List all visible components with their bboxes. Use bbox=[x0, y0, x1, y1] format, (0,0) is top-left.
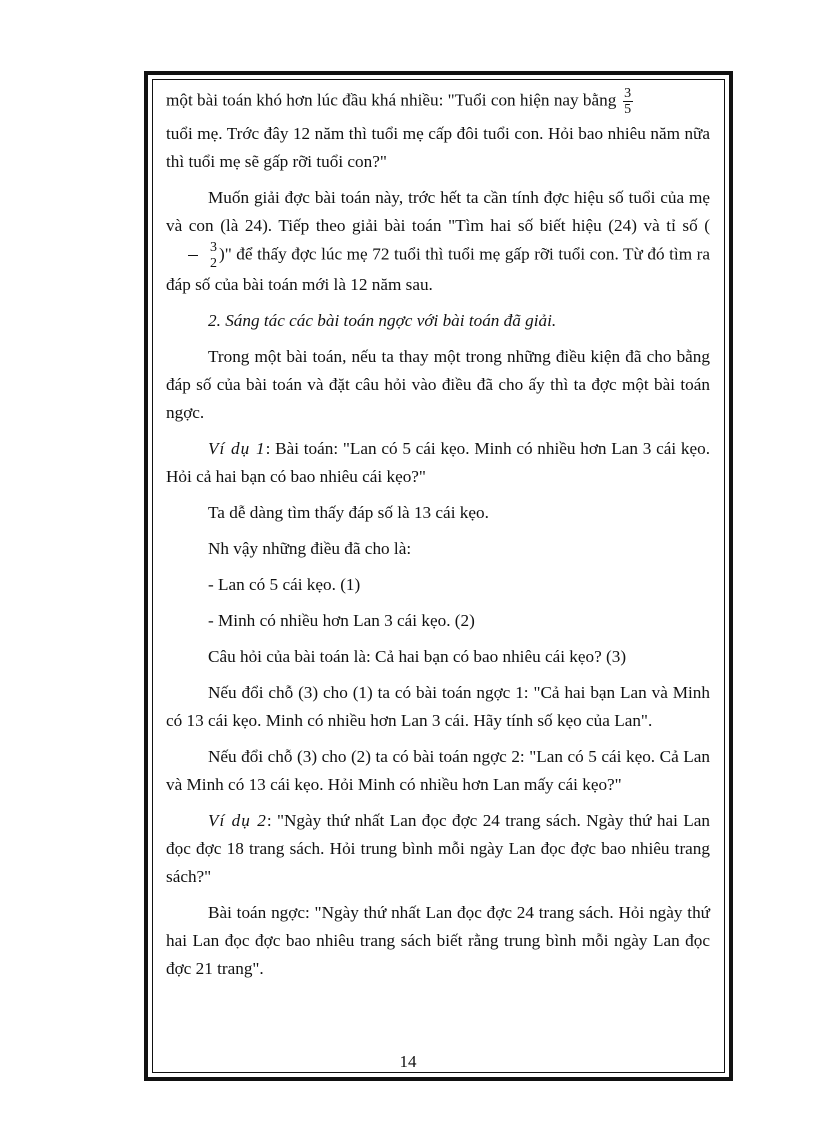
paragraph-2: Muốn giải đợc bài toán này, trớc hết ta cần tính đợc hiệu số tuổi của mẹ và con (là 24). Tiếp theo giải bài toán "Tìm hai số biết hiệu (24) và tỉ số ( $\frac{3}{2}$ )" để thấy đợc lúc mẹ 72 tuổi thì tuổi mẹ gấp rỡi tuổi con. Từ đó tìm ra đáp số của bài toán mới là 12 năm sau. bbox=[166, 188, 710, 294]
list-item-2: - Minh có nhiều hơn Lan 3 cái kẹo. (2) bbox=[208, 611, 475, 630]
text: một bài toán khó hơn lúc đầu khá nhiều: "Tuổi con hiện nay bằng bbox=[166, 90, 617, 110]
paragraph-5: Ta dễ dàng tìm thấy đáp số là 13 cái kẹo. bbox=[208, 503, 489, 522]
paragraph-13: Bài toán ngợc: "Ngày thứ nhất Lan đọc đợc 24 trang sách. Hỏi ngày thứ hai Lan đọc đợc bao nhiêu trang sách biết rằng trung bình mỗi ngày Lan đọc đợc 21 trang". bbox=[166, 903, 710, 978]
fraction-3-2: $\frac{3}{2}$ bbox=[168, 240, 217, 271]
list-item-1: - Lan có 5 cái kẹo. (1) bbox=[208, 575, 361, 594]
paragraph-6: Nh vậy những điều đã cho là: bbox=[208, 539, 412, 558]
paragraph-10: Nếu đổi chỗ (3) cho (1) ta có bài toán ngợc 1: "Cả hai bạn Lan và Minh có 13 cái kẹo. Minh có nhiều hơn Lan 3 cái. Hãy tính số kẹo của Lan". bbox=[166, 683, 710, 730]
example-2-label: Ví dụ 2 bbox=[208, 811, 267, 830]
example-1-label: Ví dụ 1 bbox=[208, 439, 266, 458]
example-1: Ví dụ 1: Bài toán: "Lan có 5 cái kẹo. Minh có nhiều hơn Lan 3 cái kẹo. Hỏi cả hai bạn có bao nhiêu cái kẹo?" bbox=[166, 439, 710, 486]
paragraph-1 bbox=[166, 86, 710, 117]
paragraph-9: Câu hỏi của bài toán là: Cả hai bạn có bao nhiêu cái kẹo? (3) bbox=[208, 647, 627, 666]
paragraph-3: Trong một bài toán, nếu ta thay một trong những điều kiện đã cho bằng đáp số của bài toán và đặt câu hỏi vào điều đã cho ấy thì ta đợc một bài toán ngợc. bbox=[166, 347, 710, 422]
paragraph-1-cont: tuổi mẹ. Trớc đây 12 năm thì tuổi mẹ cấp đôi tuổi con. Hỏi bao nhiêu năm nữa thì tuổi mẹ sẽ gấp rỡi tuổi con?" bbox=[166, 124, 710, 171]
page-number: 14 bbox=[399, 1052, 417, 1071]
page-content bbox=[166, 86, 710, 983]
fraction-3-5: $\frac{3}{5}$ bbox=[624, 86, 632, 117]
example-2: Ví dụ 2: "Ngày thứ nhất Lan đọc đợc 24 trang sách. Ngày thứ hai Lan đọc đợc 18 trang sách. Hỏi trung bình mỗi ngày Lan đọc đợc bao nhiêu trang sách?" bbox=[166, 811, 710, 886]
section-heading-2: 2. Sáng tác các bài toán ngợc với bài toán đã giải. bbox=[208, 311, 557, 330]
paragraph-11: Nếu đổi chỗ (3) cho (2) ta có bài toán ngợc 2: "Lan có 5 cái kẹo. Cả Lan và Minh có 13 cái kẹo. Hỏi Minh có nhiều hơn Lan mấy cái kẹo?" bbox=[166, 747, 710, 794]
